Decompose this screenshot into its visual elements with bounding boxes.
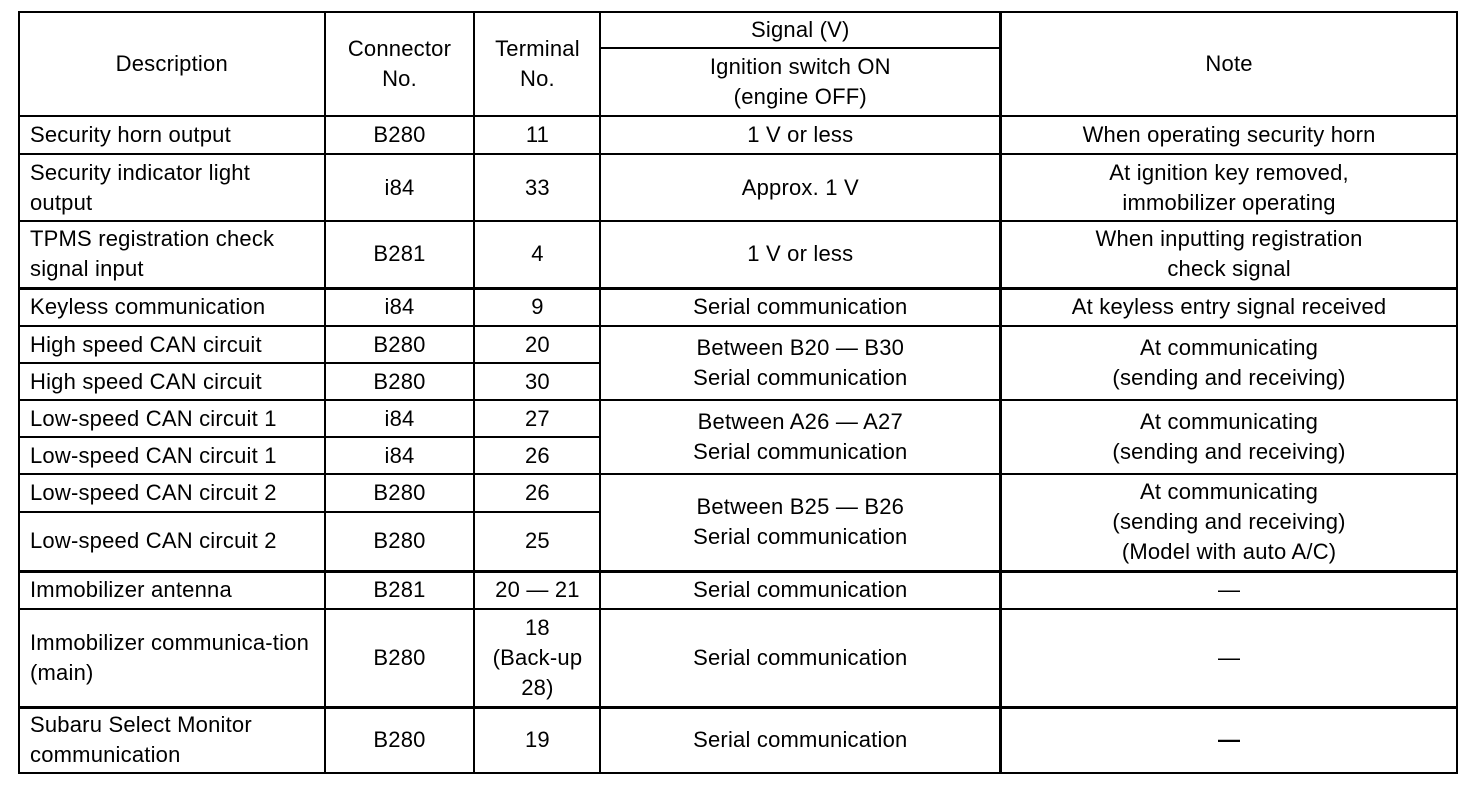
merged-signal-high-speed bbox=[600, 326, 1000, 400]
row-terminal: 4 bbox=[474, 221, 600, 288]
row-connector: B280 bbox=[325, 116, 475, 154]
row-terminal: 20 — 21 bbox=[474, 571, 600, 609]
merged-note-line: (Model with auto A/C) bbox=[1121, 539, 1337, 565]
row-terminal: 19 bbox=[474, 707, 600, 773]
table-row bbox=[19, 116, 1457, 154]
row-description: High speed CAN circuit bbox=[19, 363, 325, 400]
merged-signal-line: Between A26 — A27 bbox=[697, 409, 903, 434]
row-terminal: 11 bbox=[474, 116, 600, 154]
row-terminal: 30 bbox=[474, 363, 600, 400]
header-connector: Connector No. bbox=[325, 12, 475, 116]
row-description: Security horn output bbox=[19, 116, 325, 154]
row-terminal: 20 bbox=[474, 326, 600, 363]
merged-note-line: At communicating bbox=[1140, 409, 1319, 434]
table-row bbox=[19, 400, 1457, 437]
row-description: Immobilizer communica-tion (main) bbox=[19, 609, 325, 707]
row-description: Low-speed CAN circuit 1 bbox=[19, 400, 325, 437]
header-signal: Signal (V) bbox=[600, 12, 1000, 48]
row-connector: B280 bbox=[325, 363, 475, 400]
merged-signal-low-speed-1 bbox=[600, 400, 1000, 474]
merged-signal-line: Serial communication bbox=[693, 439, 908, 464]
table-row bbox=[19, 288, 1457, 326]
row-note: When operating security horn bbox=[1001, 116, 1457, 154]
merged-note-line: (sending and receiving) bbox=[1112, 365, 1346, 390]
merged-note-line: At communicating bbox=[1140, 479, 1319, 505]
table-row bbox=[19, 609, 1457, 707]
row-connector: B280 bbox=[325, 512, 475, 571]
row-terminal-line: 28) bbox=[521, 674, 554, 700]
row-description: Keyless communication bbox=[19, 288, 325, 326]
row-description: Low-speed CAN circuit 2 bbox=[19, 512, 325, 571]
header-signal-condition-line1: Ignition switch ON bbox=[709, 54, 891, 79]
merged-note-high-speed bbox=[1001, 326, 1457, 400]
table-row bbox=[19, 707, 1457, 773]
row-terminal: 33 bbox=[474, 154, 600, 221]
row-connector: B281 bbox=[325, 571, 475, 609]
merged-note-low-speed-2 bbox=[1001, 474, 1457, 571]
row-connector: i84 bbox=[325, 437, 475, 474]
row-note: — bbox=[1001, 707, 1457, 773]
row-connector: B280 bbox=[325, 707, 475, 773]
header-signal-condition bbox=[600, 48, 1000, 116]
merged-note-line: (sending and receiving) bbox=[1112, 439, 1346, 464]
row-connector: i84 bbox=[325, 400, 475, 437]
row-signal: Approx. 1 V bbox=[600, 154, 1000, 221]
row-description: TPMS registration check signal input bbox=[19, 221, 325, 288]
row-signal: 1 V or less bbox=[600, 221, 1000, 288]
header-terminal: Terminal No. bbox=[474, 12, 600, 116]
row-connector: B280 bbox=[325, 474, 475, 512]
header-note: Note bbox=[1001, 12, 1457, 116]
row-note: At keyless entry signal received bbox=[1001, 288, 1457, 326]
row-signal: Serial communication bbox=[600, 609, 1000, 707]
merged-note-low-speed-1 bbox=[1001, 400, 1457, 474]
row-terminal-line: (Back-up bbox=[492, 644, 583, 670]
row-connector: B280 bbox=[325, 326, 475, 363]
merged-signal-line: Between B20 — B30 bbox=[696, 335, 905, 360]
terminal-signal-table bbox=[18, 11, 1458, 774]
row-connector: i84 bbox=[325, 154, 475, 221]
row-connector: B281 bbox=[325, 221, 475, 288]
row-description: Immobilizer antenna bbox=[19, 571, 325, 609]
row-terminal: 26 bbox=[474, 437, 600, 474]
merged-signal-line: Between B25 — B26 bbox=[696, 494, 905, 520]
row-connector: i84 bbox=[325, 288, 475, 326]
row-terminal: 27 bbox=[474, 400, 600, 437]
row-terminal bbox=[474, 609, 600, 707]
row-description: High speed CAN circuit bbox=[19, 326, 325, 363]
table-row bbox=[19, 571, 1457, 609]
row-connector: B280 bbox=[325, 609, 475, 707]
row-note: At ignition key removed, immobilizer operating bbox=[1001, 154, 1457, 221]
row-terminal-line: 18 bbox=[525, 614, 550, 640]
merged-note-line: At communicating bbox=[1140, 335, 1319, 360]
row-description: Subaru Select Monitor communication bbox=[19, 707, 325, 773]
merged-note-line: (sending and receiving) bbox=[1112, 509, 1346, 535]
row-terminal: 9 bbox=[474, 288, 600, 326]
row-note: — bbox=[1001, 609, 1457, 707]
row-note: When inputting registration check signal bbox=[1001, 221, 1457, 288]
row-signal: 1 V or less bbox=[600, 116, 1000, 154]
merged-signal-line: Serial communication bbox=[693, 365, 908, 390]
row-description: Low-speed CAN circuit 2 bbox=[19, 474, 325, 512]
table-row bbox=[19, 221, 1457, 288]
row-note: — bbox=[1001, 571, 1457, 609]
header-signal-condition-line2: (engine OFF) bbox=[733, 84, 867, 109]
row-terminal: 25 bbox=[474, 512, 600, 571]
row-terminal: 26 bbox=[474, 474, 600, 512]
row-description: Low-speed CAN circuit 1 bbox=[19, 437, 325, 474]
row-signal: Serial communication bbox=[600, 288, 1000, 326]
table-row bbox=[19, 154, 1457, 221]
row-signal: Serial communication bbox=[600, 707, 1000, 773]
table-row bbox=[19, 474, 1457, 512]
table-row bbox=[19, 326, 1457, 363]
merged-signal-low-speed-2 bbox=[600, 474, 1000, 571]
row-signal: Serial communication bbox=[600, 571, 1000, 609]
row-description: Security indicator light output bbox=[19, 154, 325, 221]
merged-signal-line: Serial communication bbox=[693, 524, 908, 550]
header-description: Description bbox=[19, 12, 325, 116]
